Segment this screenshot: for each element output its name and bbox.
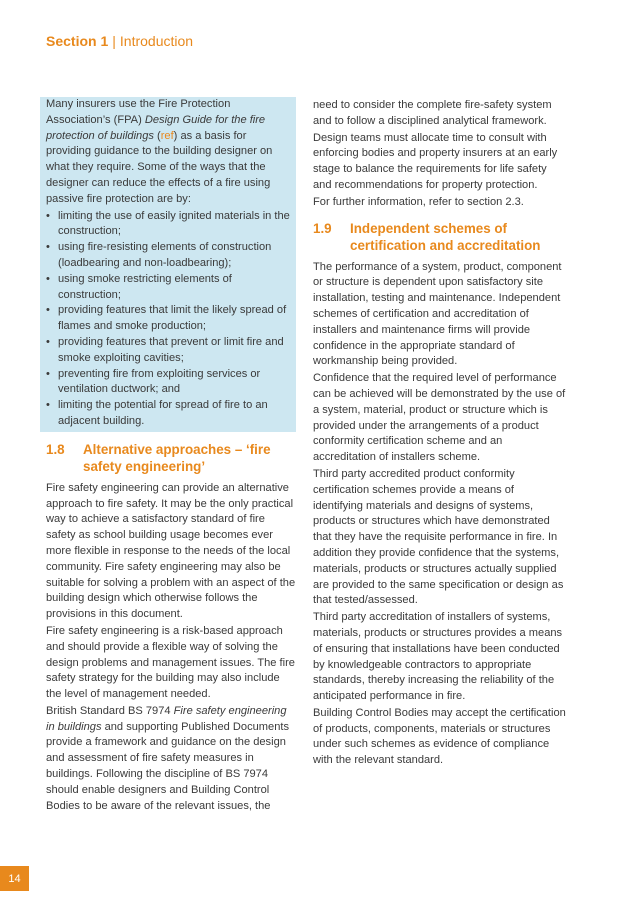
paragraph: Third party accredited product conformity certification schemes provide a means of identifying materials and designs of systems, products or structures which have demonstrated that they have the requisite performance in fire. In addition they provide confidence that the systems, materials, products or structures actually supplied are provided to the same specification or design as that tested/assessed. (313, 467, 564, 607)
list-item: • limiting the potential for spread of fire to an adjacent building. (46, 398, 293, 430)
header-separator: | (112, 33, 116, 49)
paragraph: Third party accreditation of installers of systems, materials, products or structures provides a means of ensuring that installations have been conducted by knowledgeable contractors to appropriate standards, thereby increasing the reliability of the anticipated performance in fire. (313, 611, 563, 703)
box-intro: Many insurers use the Fire Protection Association’s (FPA) Design Guide for the fire protection of buildings (ref) as a basis for providing guidance to the building designer on what they require. Some of the ways that the designer can reduce the effects of a fire using passive fire protection are by: (46, 98, 273, 205)
list-item: • limiting the use of easily ignited materials in the construction; (46, 209, 293, 241)
list-item: • preventing fire from exploiting services or ventilation ductwork; and (46, 367, 293, 399)
insurers-info-box (40, 97, 296, 432)
bs7974-title: Fire safety engineering in buildings (46, 704, 287, 733)
list-item: • providing features that limit the likely spread of flames and smoke production; (46, 303, 293, 335)
paragraph: Confidence that the required level of performance can be achieved will be demonstrated by the use of a system, material, product or structure which is provided under the arrangements of a product conformity certification scheme and an accreditation of installers scheme. (313, 372, 566, 464)
section-number: 1.9 (313, 220, 332, 236)
passive-protection-list (46, 209, 293, 430)
paragraph: need to consider the complete fire-safety system and to follow a disciplined analytical framework. (313, 99, 552, 127)
page-header (46, 33, 193, 49)
list-item: • using fire-resisting elements of construction (loadbearing and non-loadbearing); (46, 240, 293, 272)
section-heading-1-8 (46, 441, 296, 475)
paragraph: For further information, refer to section 2.3. (313, 195, 524, 208)
paragraph: British Standard BS 7974 Fire safety engineering in buildings and supporting Published Documents provide a framework and guidance on the design and assessment of fire safety measures in buildings. Following the discipline of BS 7974 should enable designers and Building Control Bodies to be aware of the relevant issues, the (46, 704, 289, 812)
paragraph: The performance of a system, product, component or structure is dependent upon satisfactory site installation, testing and maintenance. Independent schemes of certification and accreditation of installers and maintenance firms will provide confidence in the appropriate standard of workmanship being provided. (313, 260, 562, 368)
page-number: 14 (0, 866, 29, 891)
list-item: • using smoke restricting elements of construction; (46, 272, 293, 304)
paragraph: Fire safety engineering is a risk-based approach and should provide a flexible way of solving the design problems and management issues. The fire safety strategy for the building may also include the level of management needed. (46, 624, 295, 701)
paragraph: Building Control Bodies may accept the certification of products, components, materials or structures under such schemes as evidence of compliance with the relevant standard. (313, 706, 566, 767)
paragraph: Fire safety engineering can provide an alternative approach to fire safety. It may be the only practical way to achieve a satisfactory standard of fire safety as school building usage becomes ever more flexible in response to the needs of the local community. Fire safety engineering may also be suitable for solving a problem with an aspect of the building design which otherwise follows the provisions in this document. (46, 481, 296, 621)
section-title: Independent schemes of certification and accreditation (350, 220, 541, 253)
fpa-guide-title: Design Guide for the fire protection of buildings (46, 113, 266, 142)
section-heading-1-9 (313, 220, 567, 254)
left-column (46, 97, 296, 815)
paragraph: Design teams must allocate time to consult with enforcing bodies and property insurers at an early stage to balance the requirements for life safety and recommendations for property protection. (313, 131, 558, 191)
list-item: • providing features that prevent or limit fire and smoke exploiting cavities; (46, 335, 293, 367)
section-title: Alternative approaches – ‘fire safety engineering’ (83, 441, 271, 474)
header-title: Introduction (119, 33, 194, 49)
header-section: Section 1 (46, 33, 109, 49)
section-number: 1.8 (46, 441, 65, 457)
right-column (313, 98, 567, 770)
ref-link[interactable]: ref (160, 129, 174, 142)
